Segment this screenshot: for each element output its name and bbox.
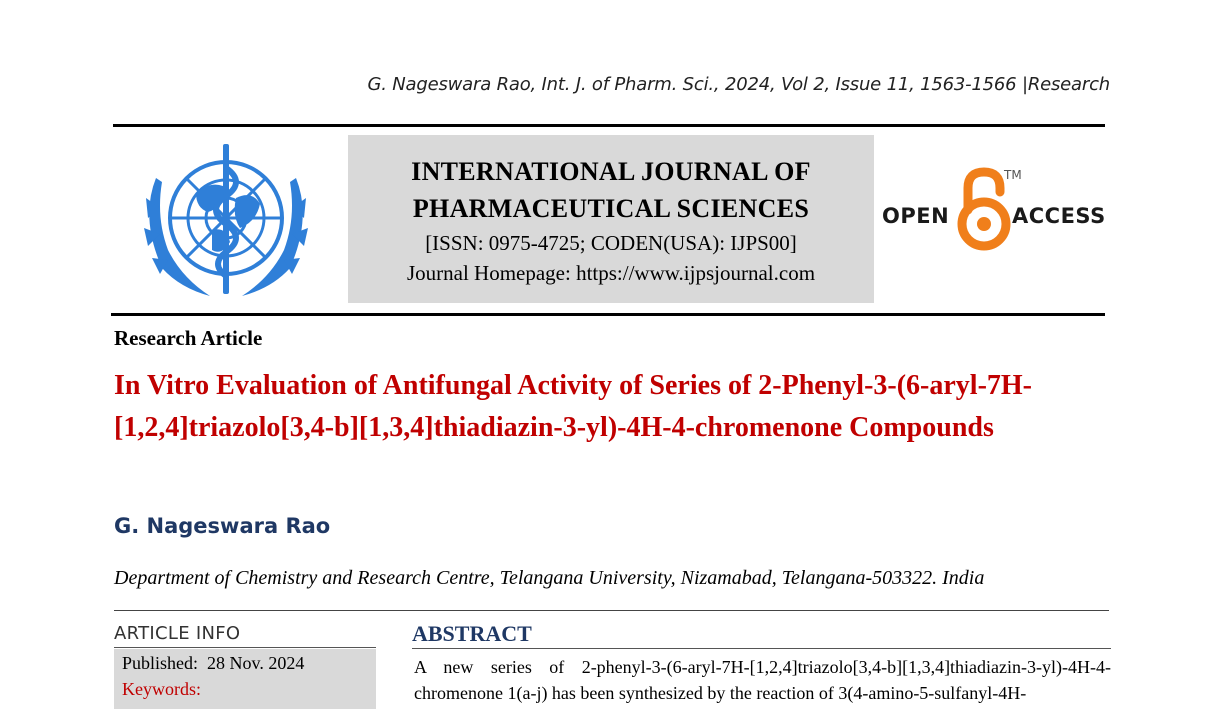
keywords-label: Keywords: <box>122 679 201 699</box>
article-title: In Vitro Evaluation of Antifungal Activity of Series of 2-Phenyl-3-(6-aryl-7H-[1,2,4]triazolo[3,4-b][1,3,4]thiadiazin-3-yl)-4H-4-chromenone Compounds <box>114 370 1032 443</box>
open-access-access-text: ACCESS <box>1012 204 1106 228</box>
journal-title <box>348 153 874 227</box>
open-access-open-text: OPEN <box>882 204 950 228</box>
article-info-box <box>114 649 376 709</box>
journal-homepage: Journal Homepage: https://www.ijpsjournal.com <box>406 261 816 285</box>
article-type: Research Article <box>114 326 263 350</box>
journal-title-line2: PHARMACEUTICAL SCIENCES <box>412 194 810 223</box>
abstract-text: A new series of 2-phenyl-3-(6-aryl-7H-[1,2,4]triazolo[3,4-b][1,3,4]thiadiazin-3-yl)-4H-4-chromenone 1(a-j) has been synthesized by the reaction of 3(4-amino-5-sulfanyl-4H- <box>414 657 1111 703</box>
abstract-rule <box>412 648 1111 649</box>
journal-issn: [ISSN: 0975-4725; CODEN(USA): IJPS00] <box>425 231 797 255</box>
journal-title-line1: INTERNATIONAL JOURNAL OF <box>411 157 811 186</box>
journal-masthead <box>348 135 874 303</box>
trademark-text: TM <box>1004 168 1022 182</box>
published-line <box>122 653 304 674</box>
open-access-logo <box>880 166 1108 252</box>
author-affiliation: Department of Chemistry and Research Centre, Telangana University, Nizamabad, Telangana-503322. India <box>114 567 985 589</box>
abstract-heading: ABSTRACT <box>412 621 532 646</box>
running-head: G. Nageswara Rao, Int. J. of Pharm. Sci., 2024, Vol 2, Issue 11, 1563-1566 |Research <box>367 74 1110 95</box>
published-date: 28 Nov. 2024 <box>207 653 305 673</box>
article-info-heading: ARTICLE INFO <box>114 623 241 644</box>
header-rule-top <box>113 124 1105 127</box>
author-name: G. Nageswara Rao <box>114 514 331 538</box>
published-label: Published: <box>122 653 199 673</box>
section-divider <box>114 610 1109 611</box>
article-info-rule <box>114 647 376 648</box>
journal-emblem-logo <box>126 138 326 306</box>
header-rule-bottom <box>111 313 1105 316</box>
